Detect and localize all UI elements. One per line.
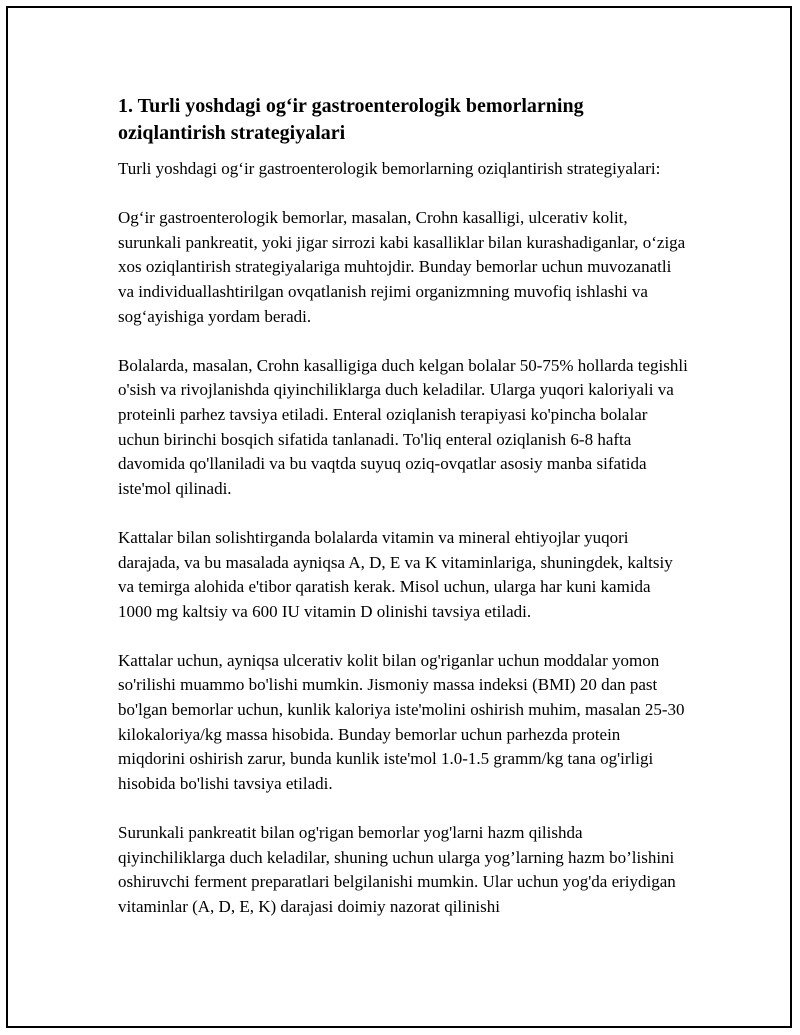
document-body [118, 93, 688, 944]
paragraph-intro: Turli yoshdagi og‘ir gastroenterologik bemorlarning oziqlantirish strategiyalari: [118, 159, 661, 178]
paragraph-adults: Kattalar uchun, ayniqsa ulcerativ kolit bilan og'riganlar uchun moddalar yomon so'rilishi muammo bo'lishi mumkin. Jismoniy massa indeksi (BMI) 20 dan past bo'lgan bemorlar uchun, kunlik kaloriya iste'molini oshirish muhim, masalan 25-30 kilokaloriya/kg massa hisobida. Bunday bemorlar uchun parhezda protein miqdorini oshirish zarur, bunda kunlik iste'mol 1.0-1.5 gramm/kg tana og'irligi hisobida bo'lishi tavsiya etiladi. [118, 650, 685, 793]
paragraph-vitamins: Kattalar bilan solishtirganda bolalarda vitamin va mineral ehtiyojlar yuqori darajada, va bu masalada ayniqsa A, D, E va K vitaminlariga, shuningdek, kaltsiy va temirga alohida e'tibor qaratish kerak. Misol uchun, ularga har kuni kamida 1000 mg kaltsiy va 600 IU vitamin D olinishi tavsiya etiladi. [118, 527, 673, 621]
section-heading: 1. Turli yoshdagi og‘ir gastroenterologik bemorlarning oziqlantirish strategiyalari [118, 95, 584, 144]
paragraph-children: Bolalarda, masalan, Crohn kasalligiga duch kelgan bolalar 50-75% hollarda tegishli o'sish va rivojlanishda qiyinchiliklarga duch keladilar. Ularga yuqori kaloriyali va proteinli parhez tavsiya etiladi. Enteral oziqlanish terapiyasi ko'pincha bolalar uchun birinchi bosqich sifatida tanlanadi. To'liq enteral oziqlanish 6-8 hafta davomida qo'llaniladi va bu vaqtda suyuq oziq-ovqatlar asosiy manba sifatida iste'mol qilinadi. [118, 355, 688, 498]
paragraph-pancreatitis: Surunkali pankreatit bilan og'rigan bemorlar yog'larni hazm qilishda qiyinchiliklarga duch keladilar, shuning uchun ularga yog’larning hazm bo’lishini oshiruvchi ferment preparatlari belgilanishi mumkin. Ular uchun yog'da eriydigan vitaminlar (A, D, E, K) darajasi doimiy nazorat qilinishi [118, 823, 676, 916]
paragraph-overview: Og‘ir gastroenterologik bemorlar, masalan, Crohn kasalligi, ulcerativ kolit, surunkali pankreatit, yoki jigar sirrozi kabi kasalliklar bilan kurashadiganlar, o‘ziga xos oziqlantirish strategiyalariga muhtojdir. Bunday bemorlar uchun muvozanatli va individuallashtirilgan ovqatlanish rejimi organizmning muvofiq ishlashi va sog‘ayishiga yordam beradi. [118, 208, 686, 326]
